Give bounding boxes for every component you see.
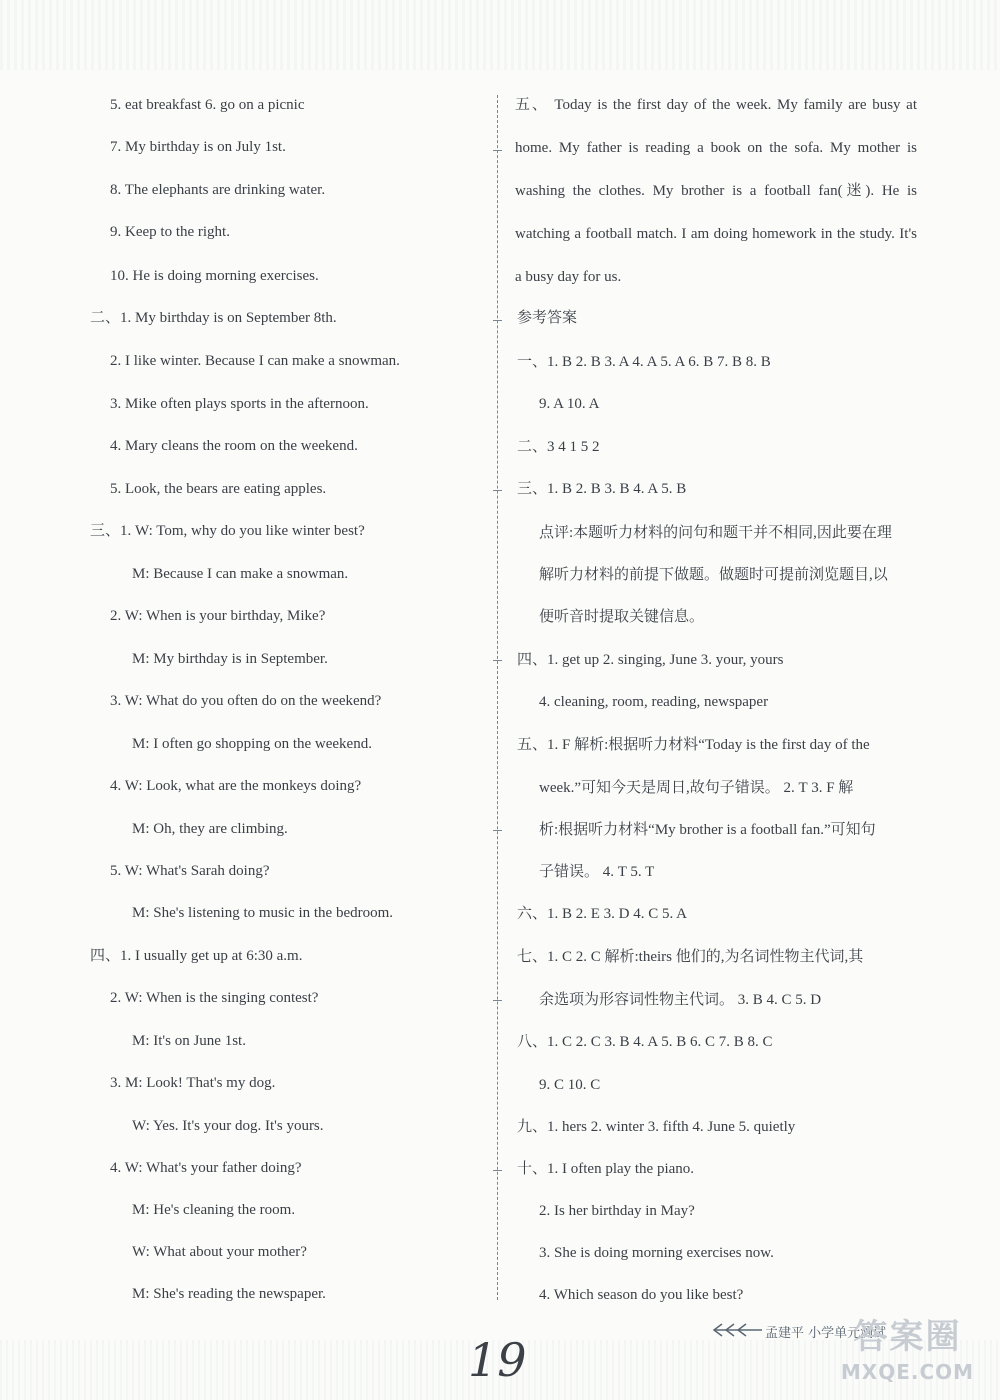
- answer-line: 五、1. F 解析:根据听力材料“Today is the first day of the: [517, 737, 870, 753]
- column-divider: [497, 95, 498, 1300]
- left-line: M: Oh, they are climbing.: [132, 821, 288, 837]
- watermark-top: 答案圈: [853, 1317, 962, 1357]
- left-line: 3. M: Look! That's my dog.: [110, 1075, 276, 1091]
- watermark-logo: [820, 1315, 995, 1395]
- left-line: M: She's listening to music in the bedroom.: [132, 905, 394, 921]
- left-line: 四、1. I usually get up at 6:30 a.m.: [90, 948, 303, 964]
- divider-tick: [493, 1000, 502, 1001]
- left-line: 二、1. My birthday is on September 8th.: [90, 310, 337, 326]
- left-line: M: My birthday is in September.: [132, 651, 328, 667]
- footer-brand: 孟建平 小学单元测试: [765, 1326, 887, 1341]
- left-line: 4. W: Look, what are the monkeys doing?: [110, 778, 362, 794]
- left-line: 3. Mike often plays sports in the afternoon.: [110, 396, 369, 412]
- left-line: 9. Keep to the right.: [110, 224, 230, 240]
- left-line: 4. W: What's your father doing?: [110, 1160, 302, 1176]
- left-line: M: It's on June 1st.: [132, 1033, 246, 1049]
- left-line: 5. eat breakfast 6. go on a picnic: [110, 97, 305, 113]
- left-line: M: She's reading the newspaper.: [132, 1286, 326, 1302]
- left-line: M: He's cleaning the room.: [132, 1202, 296, 1218]
- answer-line: 七、1. C 2. C 解析:theirs 他们的,为名词性物主代词,其: [517, 949, 864, 965]
- answer-line: 九、1. hers 2. winter 3. fifth 4. June 5. quietly: [517, 1119, 796, 1135]
- scan-top-band: [0, 0, 1000, 70]
- divider-tick: [493, 830, 502, 831]
- answer-line: 四、1. get up 2. singing, June 3. your, yours: [517, 652, 784, 668]
- answer-line: 余选项为形容词性物主代词。 3. B 4. C 5. D: [539, 992, 822, 1008]
- answer-line: 2. Is her birthday in May?: [539, 1203, 695, 1219]
- left-line: 5. W: What's Sarah doing?: [110, 863, 270, 879]
- page-number: 19: [468, 1333, 527, 1387]
- answer-line: 便听音时提取关键信息。: [539, 609, 705, 625]
- answer-line: 3. She is doing morning exercises now.: [539, 1245, 774, 1261]
- left-line: 7. My birthday is on July 1st.: [110, 139, 286, 155]
- divider-tick: [493, 150, 502, 151]
- answer-line: week.”可知今天是周日,故句子错误。 2. T 3. F 解: [539, 780, 854, 796]
- left-line: 2. W: When is your birthday, Mike?: [110, 608, 326, 624]
- answer-line: 析:根据听力材料“My brother is a football fan.”可知句: [539, 822, 876, 838]
- left-line: M: Because I can make a snowman.: [132, 566, 349, 582]
- divider-tick: [493, 490, 502, 491]
- left-line: 2. I like winter. Because I can make a snowman.: [110, 353, 400, 369]
- divider-tick: [493, 1170, 502, 1171]
- arrow-decoration-icon: [712, 1320, 764, 1340]
- answer-line: 八、1. C 2. C 3. B 4. A 5. B 6. C 7. B 8. C: [517, 1034, 773, 1050]
- answer-line: 9. A 10. A: [539, 396, 600, 412]
- answer-line: 六、1. B 2. E 3. D 4. C 5. A: [517, 906, 688, 922]
- answer-line: 点评:本题听力材料的问句和题干并不相同,因此要在理: [539, 525, 892, 541]
- answer-line: 子错误。 4. T 5. T: [539, 864, 655, 880]
- answer-line: 解听力材料的前提下做题。做题时可提前浏览题目,以: [539, 567, 888, 583]
- divider-tick: [493, 660, 502, 661]
- answer-line: 9. C 10. C: [539, 1077, 601, 1093]
- divider-tick: [493, 320, 502, 321]
- answer-line: 三、1. B 2. B 3. B 4. A 5. B: [517, 481, 687, 497]
- answer-line: 4. Which season do you like best?: [539, 1287, 744, 1303]
- left-line: 8. The elephants are drinking water.: [110, 182, 326, 198]
- left-line: 5. Look, the bears are eating apples.: [110, 481, 327, 497]
- watermark-bottom: MXQE.COM: [840, 1360, 975, 1384]
- left-line: 三、1. W: Tom, why do you like winter best?: [90, 523, 365, 539]
- answers-heading: 参考答案: [517, 310, 578, 326]
- answer-line: 4. cleaning, room, reading, newspaper: [539, 694, 769, 710]
- left-line: 3. W: What do you often do on the weekend?: [110, 693, 382, 709]
- left-line: M: I often go shopping on the weekend.: [132, 736, 372, 752]
- reading-passage: 五、 Today is the first day of the week. My family are busy at home. My father is reading a book on the sofa. My mother is washing the clothes. My brother is a football fan(迷). He is watching a football match. I am doing homework in the study. It's a busy day for us.: [515, 97, 917, 285]
- left-line: 10. He is doing morning exercises.: [110, 268, 319, 284]
- left-line: W: Yes. It's your dog. It's yours.: [132, 1118, 324, 1134]
- left-line: 2. W: When is the singing contest?: [110, 990, 319, 1006]
- answer-line: 二、3 4 1 5 2: [517, 439, 600, 455]
- answer-line: 十、1. I often play the piano.: [517, 1161, 695, 1177]
- left-line: W: What about your mother?: [132, 1244, 307, 1260]
- left-line: 4. Mary cleans the room on the weekend.: [110, 438, 358, 454]
- answer-line: 一、1. B 2. B 3. A 4. A 5. A 6. B 7. B 8. B: [517, 354, 771, 370]
